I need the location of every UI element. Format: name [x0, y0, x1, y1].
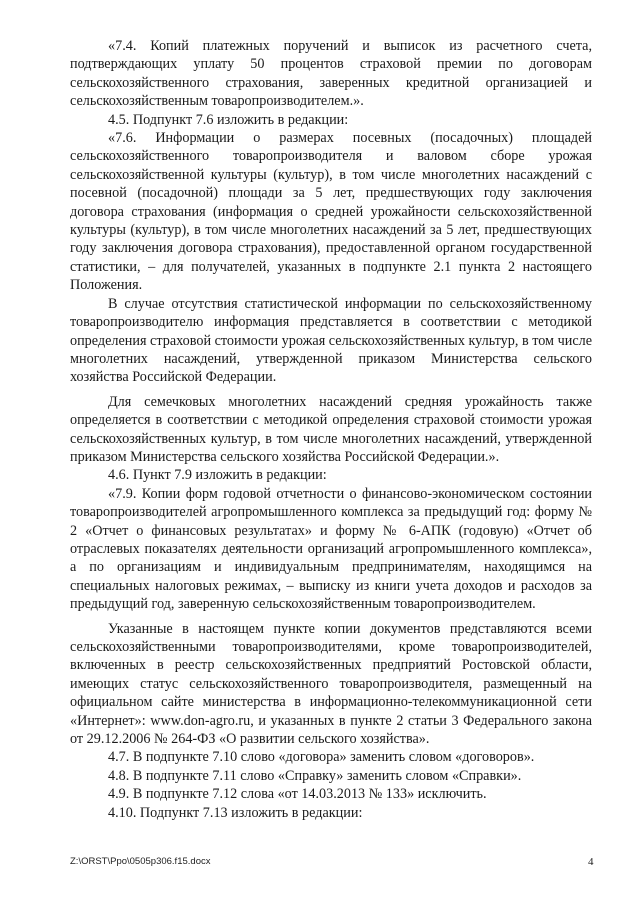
paragraph-7-9: «7.9. Копии форм годовой отчетности о финансово-экономическом состоянии товаропроизводителей агропромышленного комплекса за предыдущий год: форму № 2 «Отчет о финансовых результатах» и форму № 6-АПК (годовую) «Отчет об отраслевых показателях деятельности организаций агропромышленного комплекса», а по организациям и индивидуальным предпринимателям, находящимся на специальных налоговых режимах, – выписку из книги учета доходов и расходов за предыдущий год, заверенную сельскохозяйственным товаропроизводителем. [70, 485, 592, 613]
paragraph-no-statistics: В случае отсутствия статистической информации по сельскохозяйственному товаропроизводителю информация представляется в соответствии с методикой определения страховой стоимости урожая сельскохозяйственных культур, в том числе многолетних насаждений, утвержденной приказом Министерства сельского хозяйства Российской Федерации. [70, 295, 592, 386]
paragraph-pome-plantations: Для семечковых многолетних насаждений средняя урожайность также определяется в соответствии с методикой определения страховой стоимости урожая сельскохозяйственных культур, в том числе многолетних насаждений, утвержденной приказом Министерства сельского хозяйства Российской Федерации.». [70, 393, 592, 465]
paragraph-4-9: 4.9. В подпункте 7.12 слова «от 14.03.2013 № 133» исключить. [108, 786, 487, 803]
footer-file-path: Z:\ORST\Ppo\0505p306.f15.docx [70, 856, 211, 867]
document-body [70, 37, 592, 822]
paragraph-7-4: «7.4. Копий платежных поручений и выписок из расчетного счета, подтверждающих уплату 50 процентов страховой премии по договорам сельскохозяйственного страхования, заверенных кредитной организацией и сельскохозяйственным товаропроизводителем.». [70, 38, 592, 110]
paragraph-4-8: 4.8. В подпункте 7.11 слово «Справку» заменить словом «Справки». [108, 767, 522, 784]
paragraph-7-6: «7.6. Информации о размерах посевных (посадочных) площадей сельскохозяйственного товаропроизводителя и валовом сборе урожая сельскохозяйственной культуры (культур), в том числе многолетних насаждений с посевной (посадочной) площади за 5 лет, предшествующих году заключения договора страхования (информация о средней урожайности сельскохозяйственной культуры (культур), в том числе многолетних насаждений за 5 лет, предшествующих году заключения договора страхования), предоставленной органом государственной статистики, – для получателей, указанных в подпункте 2.1 пункта 2 настоящего Положения. [70, 130, 592, 294]
paragraph-4-5: 4.5. Подпункт 7.6 изложить в редакции: [108, 111, 349, 128]
paragraph-4-10: 4.10. Подпункт 7.13 изложить в редакции: [108, 804, 363, 821]
page-number: 4 [588, 856, 594, 868]
paragraph-4-6: 4.6. Пункт 7.9 изложить в редакции: [108, 467, 327, 484]
paragraph-4-7: 4.7. В подпункте 7.10 слово «договора» заменить словом «договоров». [108, 749, 535, 766]
paragraph-copies-note: Указанные в настоящем пункте копии документов представляются всеми сельскохозяйственными товаропроизводителями, кроме товаропроизводителей, включенных в реестр сельскохозяйственных предприятий Ростовской области, имеющих статус сельскохозяйственного товаропроизводителя, размещенный на официальном сайте министерства в информационно-телекоммуникационной сети «Интернет»: www.don-agro.ru, и указанных в пункте 2 статьи 3 Федерального закона от 29.12.2006 № 264-ФЗ «О развитии сельского хозяйства». [70, 620, 592, 748]
